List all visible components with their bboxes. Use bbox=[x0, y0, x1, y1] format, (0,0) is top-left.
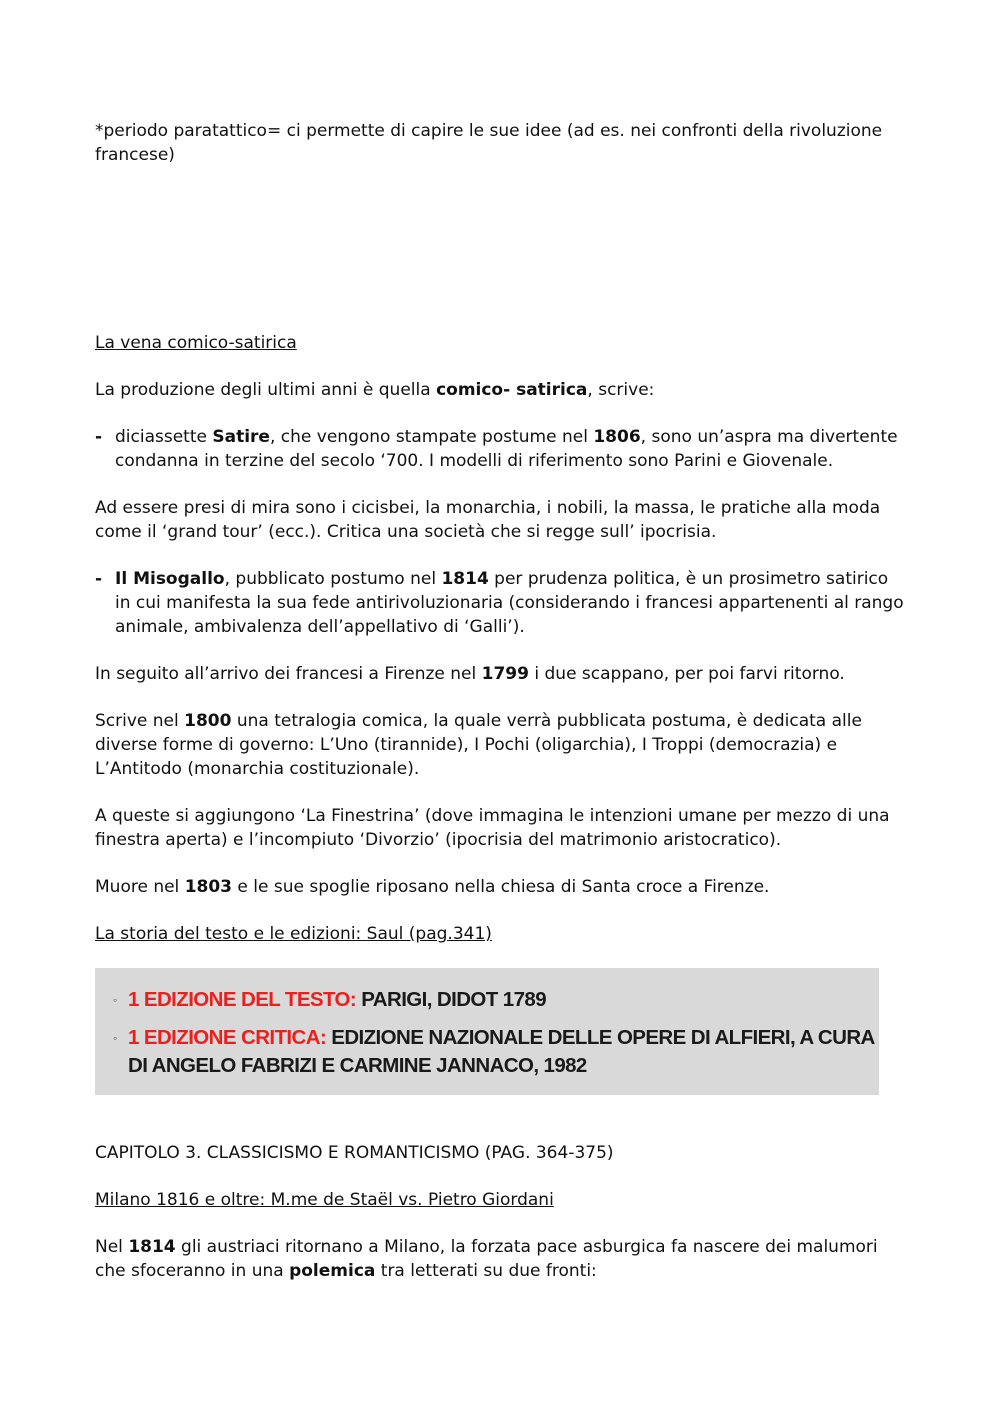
list-item-satire: - diciassette Satire, che vengono stampate postume nel 1806, sono un’aspra ma divertente condanna in terzine del secolo ‘700. I modelli di riferimento sono Parini e Giovenale. bbox=[95, 427, 898, 471]
paragraph-nel-1814: Nel 1814 gli austriaci ritornano a Milano, la forzata pace asburgica fa nascere dei malumori che sfoceranno in una polemica tra letterati su due fronti: bbox=[95, 1237, 878, 1281]
paragraph-a-queste: A queste si aggiungono ‘La Finestrina’ (dove immagina le intenzioni umane per mezzo di una finestra aperta) e l’incompiuto ‘Divorzio’ (ipocrisia del matrimonio aristocratico). bbox=[95, 806, 890, 850]
circle-bullet-icon: ◦ bbox=[113, 1031, 117, 1045]
edition-row-critica: ◦ 1 EDIZIONE CRITICA: EDIZIONE NAZIONALE DELLE OPERE DI ALFIERI, A CURA DI ANGELO FABRIZI E CARMINE JANNACO, 1982 bbox=[113, 1026, 874, 1077]
heading-capitolo-3: CAPITOLO 3. CLASSICISMO E ROMANTICISMO (PAG. 364-375) bbox=[95, 1143, 614, 1163]
paragraph-presi-di-mira: Ad essere presi di mira sono i cicisbei, la monarchia, i nobili, la massa, le pratiche alla moda come il ‘grand tour’ (ecc.). Critica una società che si regge sull’ ipocrisia. bbox=[95, 498, 881, 542]
heading-storia-del-testo: La storia del testo e le edizioni: Saul (pag.341) bbox=[95, 924, 492, 944]
paragraph-muore: Muore nel 1803 e le sue spoglie riposano nella chiesa di Santa croce a Firenze. bbox=[95, 877, 770, 897]
paragraph-produzione: La produzione degli ultimi anni è quella comico- satirica, scrive: bbox=[95, 380, 655, 400]
paragraph-in-seguito: In seguito all’arrivo dei francesi a Firenze nel 1799 i due scappano, per poi farvi ritorno. bbox=[95, 664, 845, 684]
dash-bullet: - bbox=[95, 569, 103, 589]
editions-box bbox=[95, 968, 879, 1095]
heading-milano-1816: Milano 1816 e oltre: M.me de Staël vs. Pietro Giordani bbox=[95, 1190, 554, 1210]
document-page bbox=[95, 119, 905, 1283]
circle-bullet-icon: ◦ bbox=[113, 993, 117, 1007]
paragraph-tetralogia: Scrive nel 1800 una tetralogia comica, la quale verrà pubblicata postuma, è dedicata alle diverse forme di governo: L’Uno (tirannide), I Pochi (oligarchia), I Troppi (democrazia) e L’Antitodo (monarchia costituzionale). bbox=[95, 711, 862, 779]
edition-row-testo: ◦ 1 EDIZIONE DEL TESTO: PARIGI, DIDOT 1789 bbox=[113, 986, 879, 1014]
heading-vena-comico-satirica: La vena comico-satirica bbox=[95, 333, 297, 353]
dash-bullet: - bbox=[95, 427, 103, 447]
list-item-misogallo: - Il Misogallo, pubblicato postumo nel 1814 per prudenza politica, è un prosimetro satirico in cui manifesta la sua fede antirivoluzionaria (considerando i francesi appartenenti al rango animale, ambivalenza dell’appellativo di ‘Galli’). bbox=[95, 569, 904, 637]
paragraph-periodo: *periodo paratattico= ci permette di capire le sue idee (ad es. nei confronti della rivoluzione francese) bbox=[95, 121, 883, 165]
